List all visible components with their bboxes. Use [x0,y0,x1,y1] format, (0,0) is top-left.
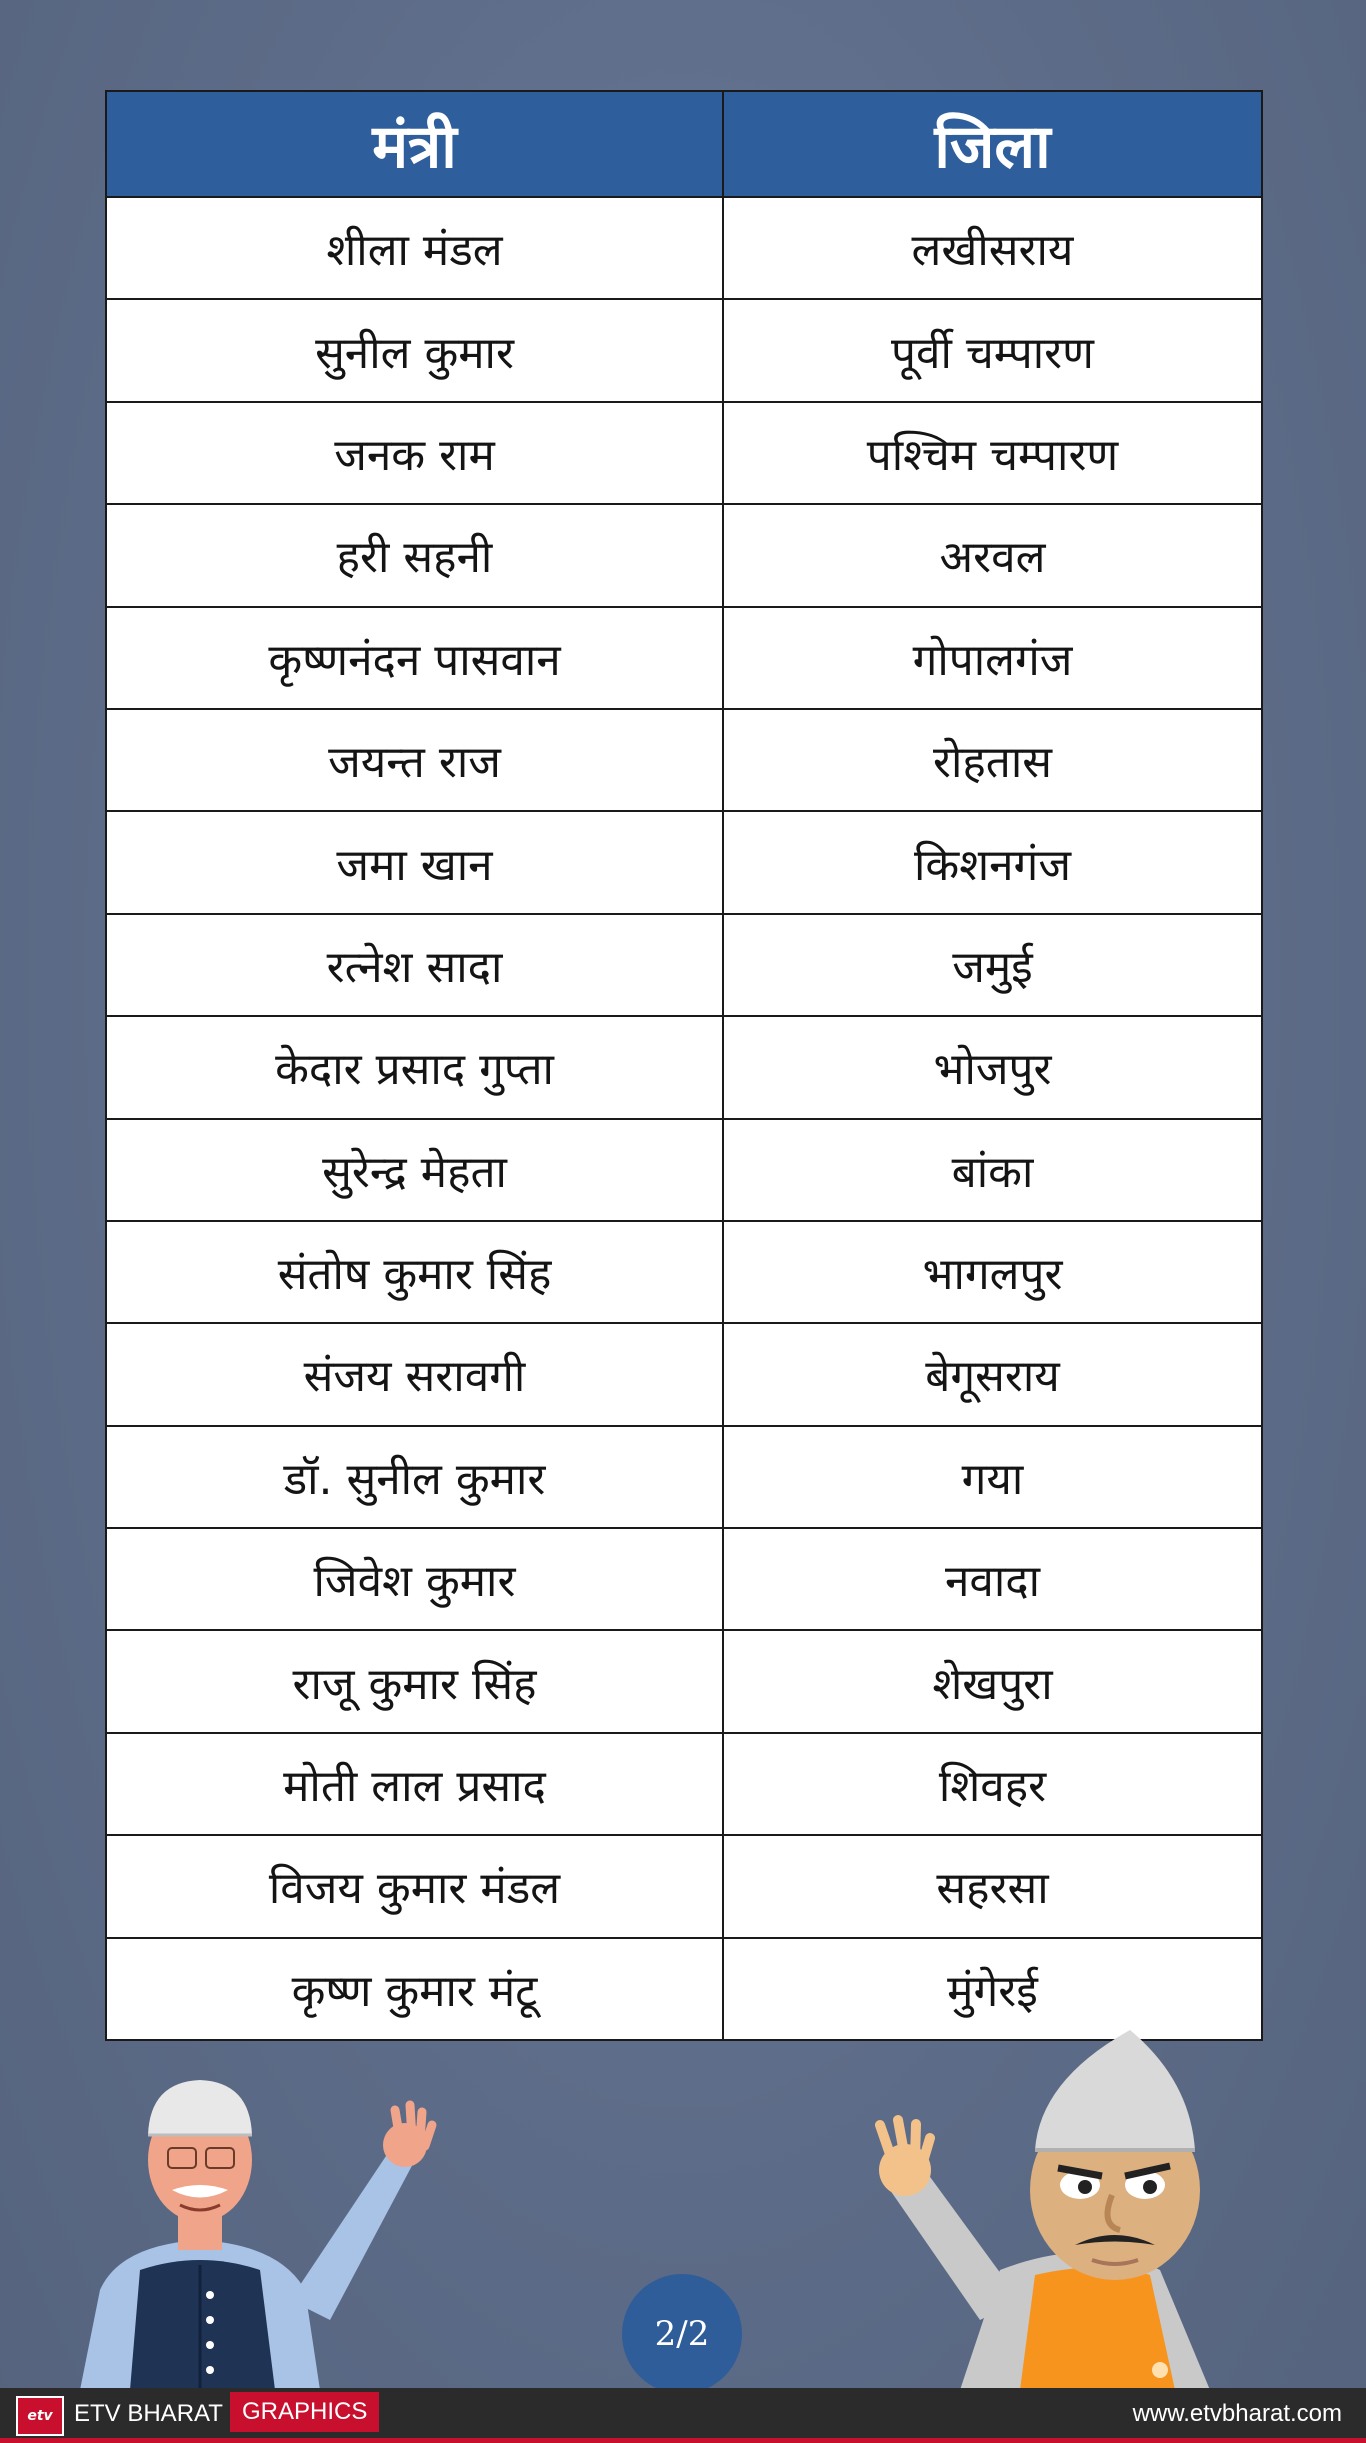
district-cell: शिवहर [723,1733,1262,1835]
leader-cartoon-right [830,2020,1310,2390]
table-row [106,197,1262,299]
table-row [106,1528,1262,1630]
page-indicator: 2/2 [622,2274,742,2394]
etv-logo-icon: etv [16,2396,64,2436]
district-cell: पश्चिम चम्पारण [723,402,1262,504]
district-cell: नवादा [723,1528,1262,1630]
minister-cell: संजय सरावगी [106,1323,723,1425]
district-cell: जमुई [723,914,1262,1016]
table-row [106,811,1262,913]
district-cell: मुंगेरई [723,1938,1262,2040]
table-row [106,402,1262,504]
district-cell: रोहतास [723,709,1262,811]
district-cell: लखीसराय [723,197,1262,299]
table-row [106,504,1262,606]
table-row [106,1426,1262,1528]
district-cell: भागलपुर [723,1221,1262,1323]
footer-bar [0,2388,1366,2443]
table-row [106,1221,1262,1323]
minister-cell: विजय कुमार मंडल [106,1835,723,1937]
minister-cell: संतोष कुमार सिंह [106,1221,723,1323]
footer-website-link[interactable]: www.etvbharat.com [1132,2400,1342,2427]
header-minister: मंत्री [106,91,723,197]
minister-cell: जमा खान [106,811,723,913]
district-cell: अरवल [723,504,1262,606]
footer-brand: ETV BHARAT [74,2400,223,2427]
district-cell: बांका [723,1119,1262,1221]
minister-cell: जनक राम [106,402,723,504]
minister-cell: रत्नेश सादा [106,914,723,1016]
header-district: जिला [723,91,1262,197]
table-row [106,1733,1262,1835]
minister-cell: केदार प्रसाद गुप्ता [106,1016,723,1118]
district-cell: बेगूसराय [723,1323,1262,1425]
table-row [106,1119,1262,1221]
table-row [106,709,1262,811]
minister-cell: जिवेश कुमार [106,1528,723,1630]
district-cell: किशनगंज [723,811,1262,913]
leader-cartoon-left [60,2040,460,2390]
district-cell: शेखपुरा [723,1630,1262,1732]
table-row [106,1323,1262,1425]
minister-cell: कृष्णनंदन पासवान [106,607,723,709]
district-cell: गोपालगंज [723,607,1262,709]
minister-cell: कृष्ण कुमार मंटू [106,1938,723,2040]
minister-cell: मोती लाल प्रसाद [106,1733,723,1835]
table-row [106,1835,1262,1937]
table-row [106,1016,1262,1118]
minister-cell: शीला मंडल [106,197,723,299]
minister-district-table [105,90,1263,2041]
district-cell: भोजपुर [723,1016,1262,1118]
district-cell: सहरसा [723,1835,1262,1937]
minister-cell: राजू कुमार सिंह [106,1630,723,1732]
minister-cell: हरी सहनी [106,504,723,606]
footer-section-badge: GRAPHICS [230,2392,379,2432]
minister-cell: डॉ. सुनील कुमार [106,1426,723,1528]
minister-cell: सुरेन्द्र मेहता [106,1119,723,1221]
minister-cell: जयन्त राज [106,709,723,811]
district-cell: गया [723,1426,1262,1528]
table-row [106,607,1262,709]
table-header-row [106,91,1262,197]
district-cell: पूर्वी चम्पारण [723,299,1262,401]
table-row [106,1630,1262,1732]
table-row [106,914,1262,1016]
table-row [106,299,1262,401]
minister-cell: सुनील कुमार [106,299,723,401]
